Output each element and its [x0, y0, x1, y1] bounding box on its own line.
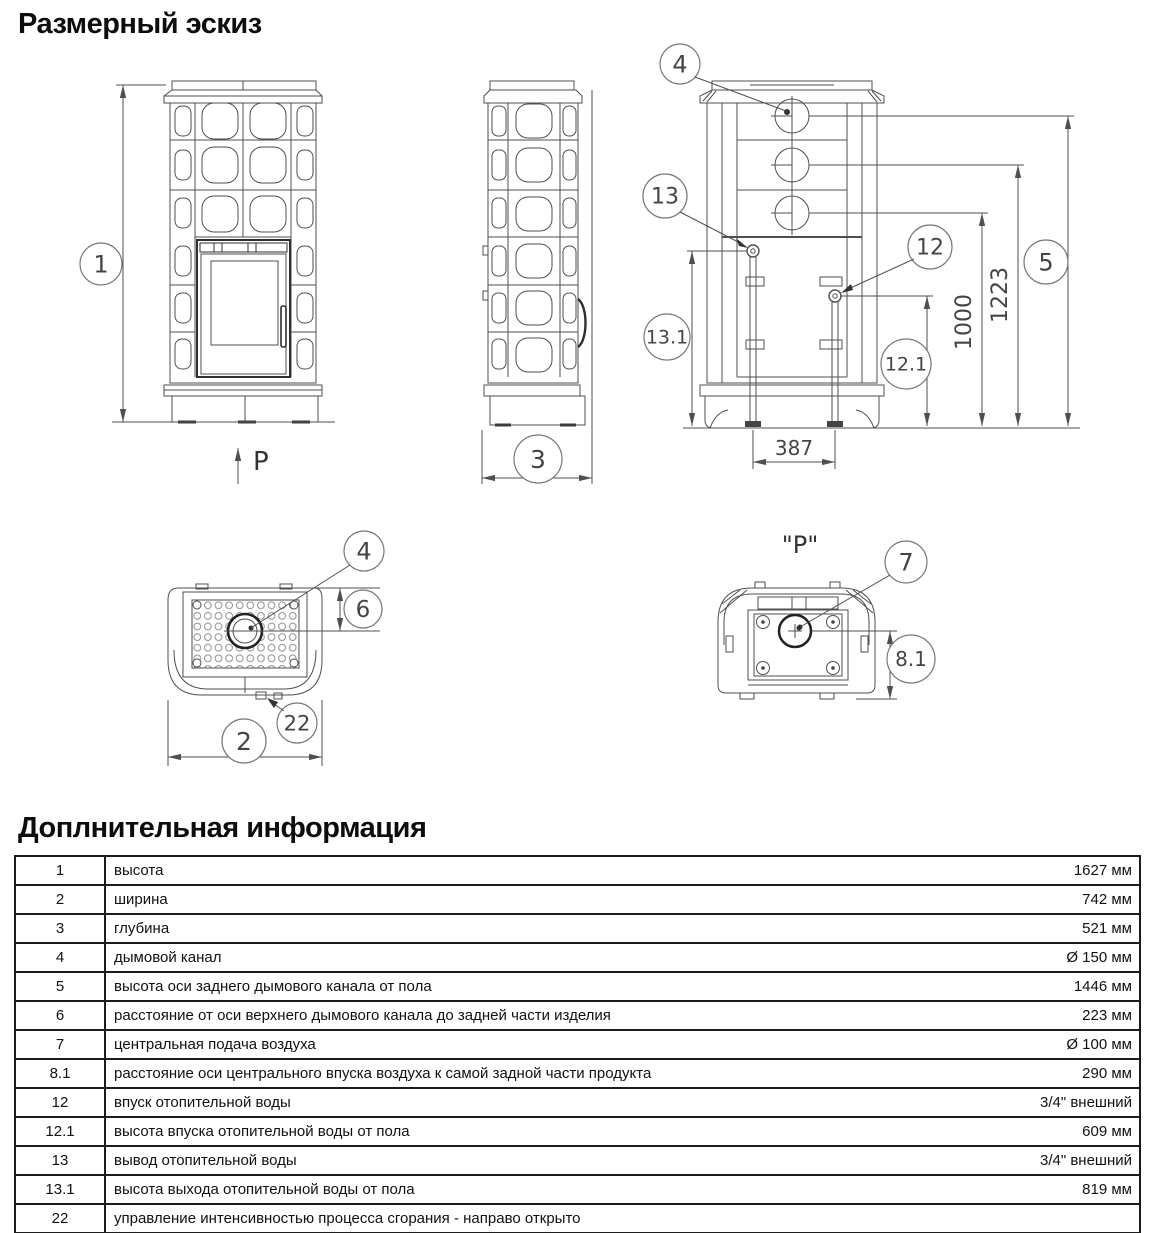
spec-table [14, 855, 1141, 1233]
row-value: 3/4" внешний [1039, 1152, 1132, 1169]
table-row [16, 886, 1139, 915]
bottom-view-p [718, 531, 935, 699]
table-row [16, 1002, 1139, 1031]
row-description: высота впуска отопительной воды от пола [114, 1123, 410, 1140]
row-description: вывод отопительной воды [114, 1152, 297, 1169]
row-value [1132, 1205, 1139, 1232]
page-title: Размерный эскиз [18, 8, 262, 40]
table-row [16, 1031, 1139, 1060]
row-value: 223 мм [1082, 1007, 1132, 1024]
dim-1223: 1223 [988, 267, 1013, 323]
callout-7-label: 7 [898, 548, 914, 577]
row-description: управление интенсивностью процесса сгорания - направо открыто [114, 1210, 581, 1227]
callout-8-1-label: 8.1 [895, 647, 927, 671]
dim-1000: 1000 [952, 294, 977, 350]
front-view [80, 81, 335, 484]
callout-4-label: 4 [672, 50, 688, 79]
top-view [168, 531, 384, 766]
row-description: высота [114, 862, 164, 879]
row-value: 819 мм [1082, 1181, 1132, 1198]
row-number: 13 [16, 1147, 106, 1174]
row-number: 22 [16, 1205, 106, 1232]
callout-5-label: 5 [1038, 248, 1054, 277]
rear-view [643, 44, 1080, 469]
row-description: впуск отопительной воды [114, 1094, 291, 1111]
row-number: 3 [16, 915, 106, 942]
view-p-label: "P" [781, 531, 819, 559]
table-row [16, 1118, 1139, 1147]
row-number: 1 [16, 857, 106, 884]
row-number: 12.1 [16, 1118, 106, 1145]
table-row [16, 1089, 1139, 1118]
row-number: 12 [16, 1089, 106, 1116]
row-value: 521 мм [1082, 920, 1132, 937]
table-row [16, 1176, 1139, 1205]
side-door-handle [578, 299, 586, 347]
row-description: дымовой канал [114, 949, 222, 966]
row-value: 1627 мм [1073, 862, 1132, 879]
row-description: высота оси заднего дымового канала от пола [114, 978, 432, 995]
row-value: 742 мм [1082, 891, 1132, 908]
row-value: Ø 150 мм [1066, 949, 1132, 966]
row-number: 8.1 [16, 1060, 106, 1087]
row-value: 3/4" внешний [1039, 1094, 1132, 1111]
table-row [16, 857, 1139, 886]
row-description: расстояние от оси верхнего дымового канала до задней части изделия [114, 1007, 611, 1024]
row-number: 6 [16, 1002, 106, 1029]
callout-4-top-label: 4 [356, 537, 372, 566]
row-value: 1446 мм [1073, 978, 1132, 995]
row-number: 5 [16, 973, 106, 1000]
door-handle [281, 306, 286, 347]
door-glass [211, 261, 278, 345]
table-row [16, 973, 1139, 1002]
callout-12-label: 12 [916, 235, 944, 261]
row-value: 609 мм [1082, 1123, 1132, 1140]
row-description: ширина [114, 891, 168, 908]
callout-1-label: 1 [93, 250, 109, 279]
callout-22-label: 22 [283, 711, 311, 736]
row-description: высота выхода отопительной воды от пола [114, 1181, 415, 1198]
table-title: Доплнительная информация [18, 812, 427, 844]
row-number: 13.1 [16, 1176, 106, 1203]
callout-12-1-label: 12.1 [884, 353, 928, 376]
callout-13-label: 13 [651, 184, 679, 210]
callout-13-1-label: 13.1 [645, 326, 689, 349]
stove-door [197, 240, 290, 377]
callout-6-label: 6 [355, 597, 371, 624]
table-row [16, 1205, 1139, 1232]
row-number: 4 [16, 944, 106, 971]
row-description: расстояние оси центрального впуска воздуха к самой задной части продукта [114, 1065, 652, 1082]
row-description: глубина [114, 920, 170, 937]
front-arrow-label: P [253, 447, 269, 477]
dim-387: 387 [774, 436, 814, 460]
row-number: 2 [16, 886, 106, 913]
side-view [482, 81, 592, 484]
table-row [16, 1060, 1139, 1089]
row-value: 290 мм [1082, 1065, 1132, 1082]
table-row [16, 1147, 1139, 1176]
table-row [16, 915, 1139, 944]
callout-2-label: 2 [236, 726, 252, 756]
table-row [16, 944, 1139, 973]
row-value: Ø 100 мм [1066, 1036, 1132, 1053]
row-number: 7 [16, 1031, 106, 1058]
callout-3-label: 3 [530, 444, 546, 474]
row-description: центральная подача воздуха [114, 1036, 316, 1053]
